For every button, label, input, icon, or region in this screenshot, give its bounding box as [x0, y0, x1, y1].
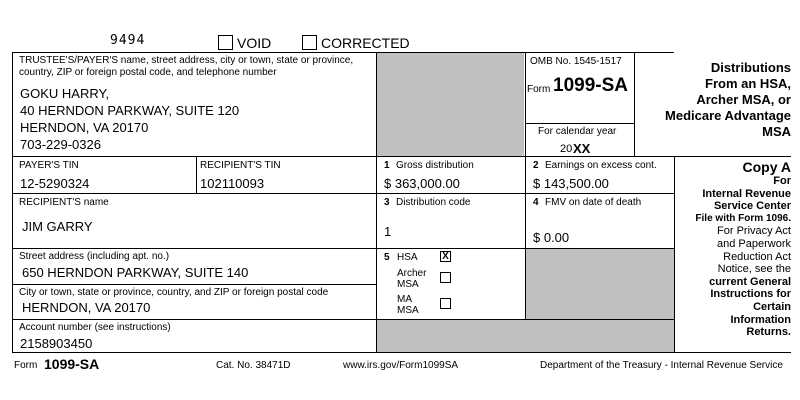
city-value[interactable]: HERNDON, VA 20170 — [22, 300, 151, 315]
hsa-checkbox[interactable]: X — [440, 251, 451, 262]
copy-a-line: Instructions for — [710, 288, 791, 301]
copy-a-line: For Privacy Act — [717, 225, 791, 238]
payer-tin-value[interactable]: 12-5290324 — [20, 176, 90, 191]
recipient-tin-value[interactable]: 102110093 — [200, 176, 265, 191]
box2-value[interactable]: $ 143,500.00 — [533, 176, 609, 191]
trustee-city: HERNDON, VA 20170 — [20, 120, 149, 135]
rule — [12, 193, 674, 194]
box5-archer-label — [397, 268, 426, 290]
rule — [12, 319, 674, 320]
box5-number: 5 — [384, 252, 390, 263]
corrected-checkbox[interactable] — [302, 35, 317, 50]
ma-line: MSA — [397, 305, 419, 316]
rule — [525, 123, 634, 124]
account-label: Account number (see instructions) — [19, 322, 171, 333]
shaded-area-box5-right — [525, 249, 674, 319]
recipient-name-label: RECIPIENT'S name — [19, 197, 109, 208]
footer-form-word: Form — [14, 360, 38, 371]
form-title-line: Distributions — [710, 60, 791, 75]
street-value[interactable]: 650 HERNDON PARKWAY, SUITE 140 — [22, 265, 249, 280]
copy-a-title: Copy A — [742, 159, 791, 175]
archer-line: MSA — [397, 279, 419, 290]
shaded-area-top — [376, 53, 524, 156]
box5-hsa-label: HSA — [397, 252, 418, 263]
box5-ma-label — [397, 294, 419, 316]
rule — [376, 52, 377, 352]
archer-msa-checkbox[interactable] — [440, 272, 451, 283]
form-title — [636, 60, 791, 140]
rule — [12, 52, 13, 352]
ma-msa-checkbox[interactable] — [440, 298, 451, 309]
box1-value[interactable]: $ 363,000.00 — [384, 176, 460, 191]
box2-label: Earnings on excess cont. — [545, 160, 657, 171]
copy-a-line: and Paperwork — [717, 237, 791, 250]
form-serial-number: 9494 — [110, 33, 146, 48]
rule — [12, 352, 791, 353]
form-title-line: Archer MSA, or — [696, 92, 791, 107]
account-value[interactable]: 2158903450 — [20, 336, 93, 351]
trustee-phone: 703-229-0326 — [20, 137, 101, 152]
copy-a-line: Internal Revenue — [702, 187, 791, 200]
box4-number: 4 — [533, 197, 539, 208]
box2-number: 2 — [533, 160, 539, 171]
corrected-label: CORRECTED — [321, 35, 410, 51]
city-label: City or town, state or province, country, and ZIP or foreign postal code — [19, 287, 329, 298]
footer-department: Department of the Treasury - Internal Revenue Service — [540, 360, 783, 371]
recipient-tin-label: RECIPIENT'S TIN — [200, 160, 281, 171]
payer-tin-label: PAYER'S TIN — [19, 160, 79, 171]
copy-a-line: File with Form 1096. — [695, 212, 791, 224]
street-label: Street address (including apt. no.) — [19, 251, 170, 262]
trustee-label: TRUSTEE'S/PAYER'S name, street address, city or town, state or province, country, ZIP or foreign postal code, and telephone number — [19, 55, 354, 78]
footer-form-name: 1099-SA — [44, 356, 100, 372]
copy-a-line: Reduction Act — [723, 250, 791, 263]
box4-label: FMV on date of death — [545, 197, 642, 208]
box3-label: Distribution code — [396, 197, 471, 208]
copy-a-line: Returns. — [746, 326, 791, 339]
shaded-area-bottom — [376, 320, 674, 352]
box1-number: 1 — [384, 160, 390, 171]
rule — [12, 284, 376, 285]
box1-label: Gross distribution — [396, 160, 474, 171]
footer-url[interactable]: www.irs.gov/Form1099SA — [343, 360, 459, 371]
form-title-line: From an HSA, — [705, 76, 791, 91]
copy-a-line: current General — [709, 275, 791, 288]
void-checkbox[interactable] — [218, 35, 233, 50]
recipient-name-value[interactable]: JIM GARRY — [22, 219, 93, 234]
trustee-name: GOKU HARRY, — [20, 86, 110, 101]
trustee-street: 40 HERNDON PARKWAY, SUITE 120 — [20, 103, 240, 118]
copy-a-line: Service Center — [713, 200, 791, 213]
rule — [525, 52, 526, 319]
form-word: Form — [527, 84, 551, 95]
box3-number: 3 — [384, 197, 390, 208]
void-label: VOID — [237, 35, 272, 51]
copy-a-line: For — [773, 175, 791, 187]
box3-value[interactable]: 1 — [384, 224, 392, 239]
archer-line: Archer — [397, 268, 427, 279]
rule — [12, 248, 674, 249]
form-title-line: MSA — [762, 124, 791, 139]
calendar-year-suffix: XX — [573, 141, 591, 156]
copy-a-block — [676, 159, 791, 339]
rule — [12, 52, 674, 53]
copy-a-line: Information — [730, 313, 791, 326]
calendar-year-prefix: 20 — [560, 143, 573, 155]
form-title-line: Medicare Advantage — [665, 108, 791, 123]
copy-a-line: Notice, see the — [717, 263, 791, 276]
rule — [634, 52, 635, 156]
footer-cat-number: Cat. No. 38471D — [216, 360, 291, 371]
rule — [196, 156, 197, 193]
calendar-year-label: For calendar year — [538, 126, 617, 137]
omb-number: OMB No. 1545-1517 — [530, 56, 622, 67]
copy-a-line: Certain — [753, 300, 791, 313]
form-name: 1099-SA — [553, 75, 628, 96]
ma-line: MA — [397, 294, 412, 305]
rule — [674, 156, 675, 352]
box4-value[interactable]: $ 0.00 — [533, 230, 570, 245]
